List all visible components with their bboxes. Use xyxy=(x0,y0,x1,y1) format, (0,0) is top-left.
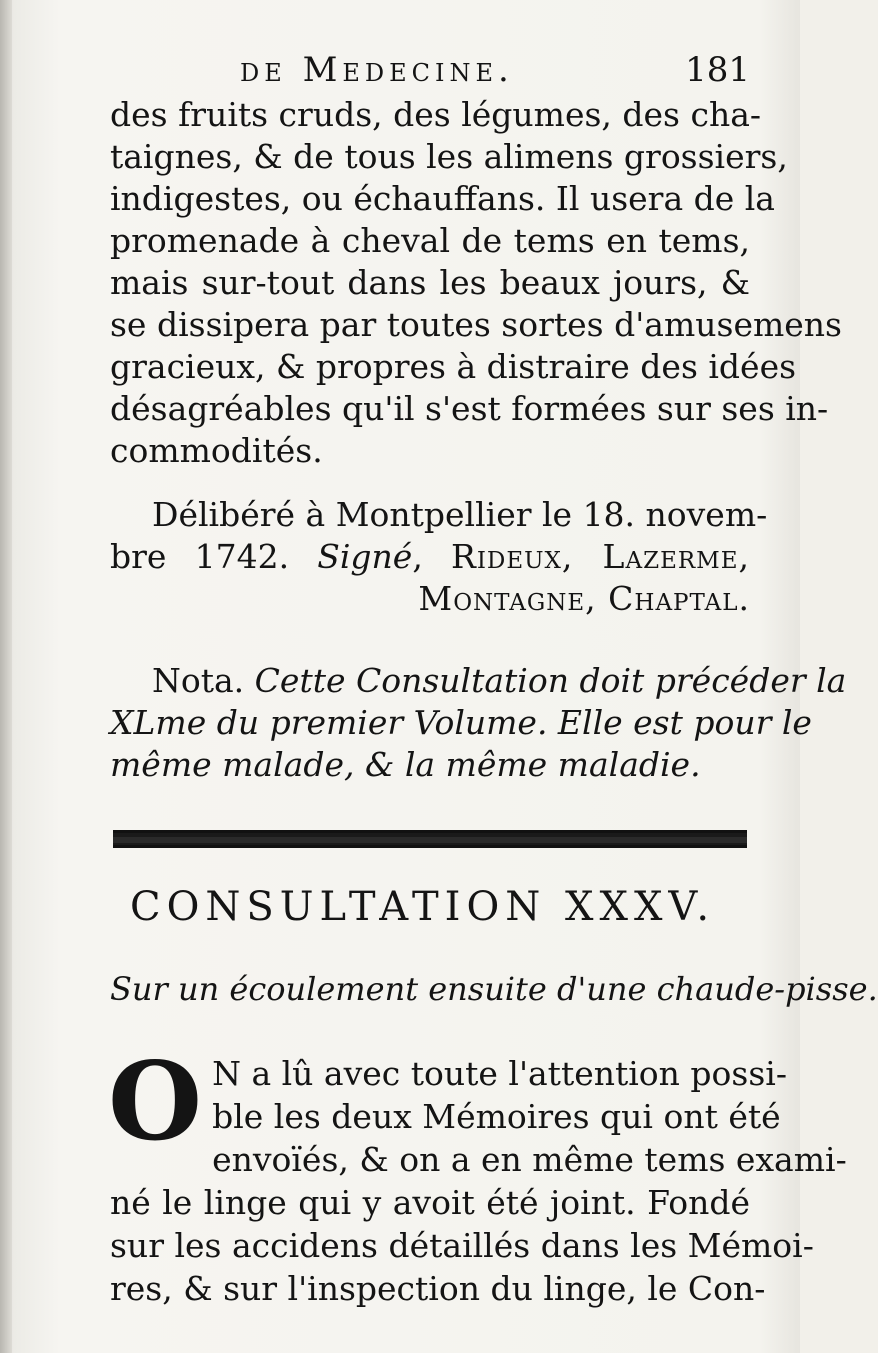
text-line: gracieux, & propres à distraire des idées xyxy=(110,347,797,386)
body-line: ble les deux Mémoires qui ont été xyxy=(212,1097,781,1136)
nota-line: même malade, & la même maladie. xyxy=(110,745,701,784)
body-line: sur les accidens détaillés dans les Mémoi- xyxy=(110,1226,814,1265)
signature-line: bre 1742. Signé, Rideux, Lazerme, xyxy=(110,537,751,576)
paragraph-diet-advice xyxy=(110,94,842,472)
consultation-heading: CONSULTATION XXXV. xyxy=(130,884,716,930)
text-line: désagréables qu'il s'est formées sur ses in- xyxy=(110,389,829,428)
body-line: né le linge qui y avoit été joint. Fondé xyxy=(110,1183,750,1222)
drop-cap: O xyxy=(108,1039,203,1165)
text-line: mais sur-tout dans les beaux jours, & xyxy=(110,263,750,302)
signatories: Rideux, Lazerme, xyxy=(450,537,751,576)
paragraph-nota xyxy=(110,660,847,786)
text-line: des fruits cruds, des légumes, des cha- xyxy=(110,95,762,134)
deliberation-line: Délibéré à Montpellier le 18. novem- xyxy=(152,495,768,534)
page-number: 181 xyxy=(685,50,750,90)
nota-line xyxy=(110,660,847,702)
nota-label: Nota. xyxy=(152,661,245,700)
paragraph-deliberation xyxy=(110,494,768,620)
rule-inner-band xyxy=(113,837,747,843)
text-line: indigestes, ou échauffans. Il usera de la xyxy=(110,179,775,218)
text-line: promenade à cheval de tems en tems, xyxy=(110,221,750,260)
nota-text: Cette Consultation doit précéder la xyxy=(254,661,847,700)
signed-label: Signé xyxy=(317,537,413,576)
nota-line: XLme du premier Volume. Elle est pour le xyxy=(110,703,812,742)
consultation-subtitle: Sur un écoulement ensuite d'une chaude-pisse. xyxy=(110,970,878,1008)
section-divider-rule xyxy=(113,830,747,848)
running-head-title: de Medecine. xyxy=(240,50,514,90)
body-line: N a lû avec toute l'attention possi- xyxy=(212,1054,787,1093)
text-line: commodités. xyxy=(110,431,323,470)
text-line: se dissipera par toutes sortes d'amusemens xyxy=(110,305,842,344)
date-text: bre 1742. xyxy=(110,537,290,576)
page-gutter-shadow xyxy=(0,0,12,1353)
consultation-body xyxy=(108,1039,847,1310)
body-line: envoïés, & on a en même tems exami- xyxy=(212,1140,847,1179)
text-line: taignes, & de tous les alimens grossiers, xyxy=(110,137,788,176)
body-line: res, & sur l'inspection du linge, le Con- xyxy=(110,1269,766,1308)
signatories-continued: Montagne, Chaptal. xyxy=(418,579,750,618)
running-head xyxy=(110,50,750,94)
